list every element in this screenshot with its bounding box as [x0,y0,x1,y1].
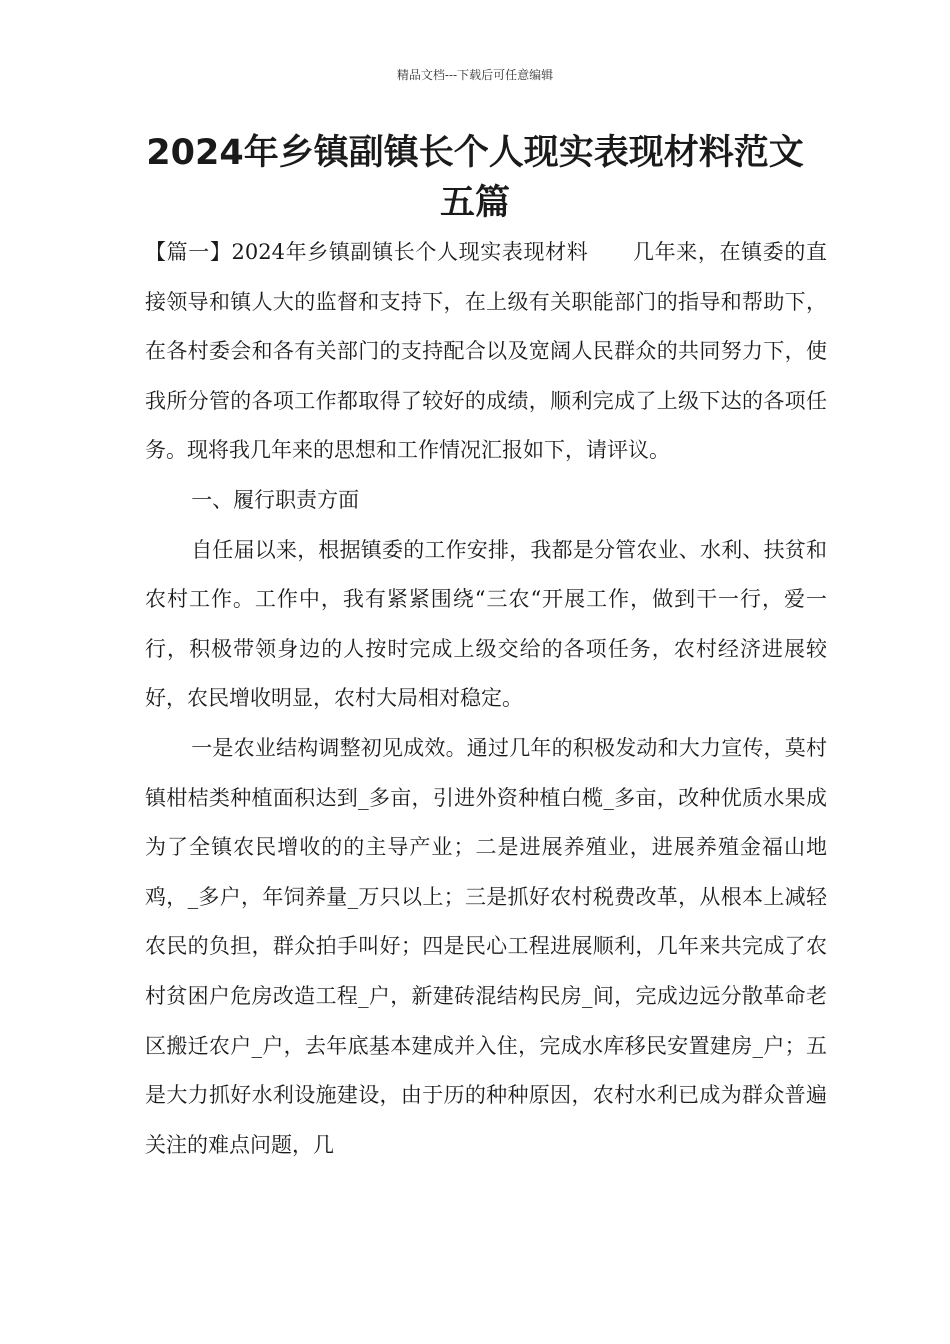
header-note: 精品文档---下载后可任意编辑 [396,68,554,82]
paragraph-intro [145,228,827,476]
section-label: 【篇一】2024年乡镇副镇长个人现实表现材料 [145,240,589,264]
paragraph-achievements: 一是农业结构调整初见成效。通过几年的积极发动和大力宣传，莫村镇柑桔类种植面积达到_多亩，引进外资种植白榄_多亩，改种优质水果成为了全镇农民增收的的主导产业；二是进展养殖业，进展养殖金福山地鸡，_多户，年饲养量_万只以上；三是抓好农村税费改革，从根本上减轻农民的负担，群众拍手叫好；四是民心工程进展顺利，几年来共完成了农村贫困户危房改造工程_户，新建砖混结构民房_间，完成边远分散革命老区搬迁农户_户，去年底基本建成并入住，完成水库移民安置建房_户；五是大力抓好水利设施建设，由于历的种种原因，农村水利已成为群众普遍关注的难点问题，几 [145,735,827,1157]
document-title: 2024年乡镇副镇长个人现实表现材料范文五篇 [146,133,804,223]
document-body [145,228,827,1170]
paragraph-intro-text: 几年来，在镇委的直接领导和镇人大的监督和支持下，在上级有关职能部门的指导和帮助下，在各村委会和各有关部门的支持配合以及宽阔人民群众的共同努力下，使我所分管的各项工作都取得了较好的成绩，顺利完成了上级下达的各项任务。现将我几年来的思想和工作情况汇报如下，请评议。 [145,240,827,463]
paragraph-duties: 自任届以来，根据镇委的工作安排，我都是分管农业、水利、扶贫和农村工作。工作中，我有紧紧围绕“三农“开展工作，做到干一行，爱一行，积极带领身边的人按时完成上级交给的各项任务，农村经济进展较好，农民增收明显，农村大局相对稳定。 [145,537,827,711]
section-heading: 一、履行职责方面 [191,487,360,512]
